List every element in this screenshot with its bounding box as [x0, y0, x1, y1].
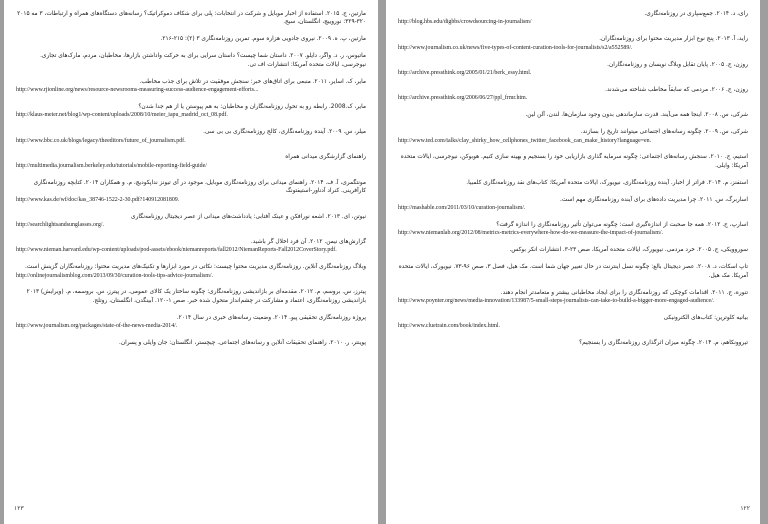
- reference-entry: [398, 314, 748, 331]
- reference-url: http://archive.pressthink.org/2005/01/21/berk_essy.html.: [398, 70, 532, 77]
- reference-entry: [16, 179, 366, 204]
- reference-entry: [16, 35, 366, 43]
- reference-text: گزارش‌های نیمن. ۲۰۱۲. آن فرد اخلال گر باشید.: [250, 238, 366, 245]
- reference-text: میلر، س. ۲۰۰۹. آینده روزنامه‌نگاری، کالج روزنامه‌نگاری بی بی سی.: [203, 129, 366, 136]
- reference-entry: [16, 263, 366, 280]
- reference-text: شرکی، س. ۲۰۰۸. اینجا همه می‌آیند. قدرت سازماندهی بدون وجود سازمان‌ها. لندن، آلن لین.: [525, 112, 748, 119]
- reference-text: استفنز، م. ۲۰۱۴. فراتر از اخبار. آینده روزنامه‌نگاری. نیویورک، ایالات متحده آمریکا: کتاب‌های نقد روزنامه‌نگاری کلمبیا.: [466, 179, 748, 186]
- reference-entry: [398, 196, 748, 213]
- reference-url: http://www.niemanlab.org/2012/08/metrics-metrics-everywhere-how-do-we-measure-the-impact-of-journalism/.: [398, 230, 663, 237]
- reference-text: پیترز، س. بروسم، م. ۲۰۱۲. مقدمه‌ای بر بازاندیشی روزنامه‌نگاری: چگونه ساختار یک کالای عمومی. در پیترز، س. بروسمه، م. (ویرایش) ۲۰۱۳ بازاندیشی روزنامه‌نگاری، اعتماد و مشارکت در چشم‌انداز متحول شده خبر. صص ۱-۱۲۰. آبینگدن، انگلستان، روتلج.: [26, 289, 366, 304]
- reference-entry: [398, 179, 748, 187]
- reference-text: راید، آ. ۲۰۱۳. پنج نوع ابزار مدیریت محتوا برای روزنامه‌نگاران.: [599, 36, 748, 43]
- reference-entry: [398, 153, 748, 170]
- reference-text: تنوره، ج. ۲۰۱۱. اقدامات کوچکی که روزنامه‌نگاری را برای ایجاد مخاطبانی بیشتر و متعامدتر انجام دهند.: [500, 289, 748, 296]
- reference-entry: [398, 10, 748, 27]
- reference-entry: [16, 288, 366, 305]
- reference-text: مارتین، پ. ه. ۲۰۰۹. نیروی جادویی هزاره سوم. تمرین روزنامه‌نگاری ۳ (۲): ۲۱۵-۲۱۶.: [160, 36, 366, 43]
- reference-url: http://searchlightsandsunglasses.org/.: [16, 221, 104, 228]
- reference-text: ماتیوس، ر. د. واگر، دایلو. ۲۰۰۷. داستان شما چیست؟ داستان سرایی برای به حرکت واداشتن بازارها، مخاطبان، مردم، مارک‌های تجاری. نیوجرسی، ایالات متحده آمریکا: انتشارات اف تی.: [40, 53, 366, 68]
- left-page-references: [16, 10, 366, 356]
- reference-entry: [16, 339, 366, 347]
- reference-url: http://www.journalism.org/packages/state-of-the-news-media-2014/.: [16, 323, 178, 330]
- reference-text: تیروونکاهم، م. ۲۰۱۴. چگونه میزان اثرگذاری روزنامه‌نگاری را بسنجیم؟: [579, 340, 748, 347]
- reference-entry: [16, 213, 366, 230]
- reference-url: http://blog.hbs.edu/digbbs/crowdsourcing-in-journalism/: [398, 19, 532, 26]
- reference-text: نیوتن، ای. ۲۰۱۳. اشعه نورافکن و عینک آفتابی: یادداشت‌های میدانی از عصر دیجیتال روزنامه‌نگاری: [131, 213, 366, 220]
- reference-text: شرکی، س. ۲۰۰۹. چگونه رسانه‌های اجتماعی میتوانند تاریخ را بسازند.: [580, 129, 748, 136]
- reference-url: http://onlinejournalismblog.com/2013/09/30/curation-tools-tips-advice-journalism/.: [16, 272, 213, 279]
- reference-entry: [398, 246, 748, 254]
- reference-url: http://www.bbc.co.uk/blogs/legacy/theeditors/future_of_journalism.pdf.: [16, 137, 186, 144]
- right-page-references: [398, 10, 748, 356]
- reference-text: پوینتر، ر. ۲۰۱۰. راهنمای تحقیقات آنلاین و رسانه‌های اجتماعی. چیچستر، انگلستان: جان وایلی و پسران.: [119, 340, 366, 347]
- page-number: ۱۲۲: [740, 505, 750, 512]
- reference-entry: [398, 289, 748, 306]
- reference-entry: [16, 153, 366, 170]
- reference-entry: [16, 314, 366, 331]
- reference-entry: [398, 35, 748, 52]
- reference-entry: [398, 61, 748, 78]
- reference-entry: [16, 238, 366, 255]
- reference-text: بیانیه کلوترین: کتاب‌های الکترونیکی: [663, 314, 748, 321]
- reference-text: سوروویکی، ج. ۲۰۰۵. خرد مردمی. نیویورک، ایالات متحده آمریکا، صص ۲۳-۳. انتشارات انکر بوکس.: [509, 247, 748, 254]
- reference-entry: [398, 221, 748, 238]
- left-page: [4, 0, 378, 524]
- reference-text: مونتگمری، آ. ف. ۲۰۱۴. راهنمای میدانی برای روزنامه‌نگاری موبایل، موجود در آی تیونز نداپکودیچ، م. و همکاران ۲۰۱۴. کتابچه روزنامه‌نگاری کارآفرینی. کنراد آدناور-استیفتونگ: [33, 179, 366, 195]
- reference-url: http://www.kas.de/wf/doc/kas_38746-1522-2-30.pdf?140912081809.: [16, 196, 180, 203]
- reference-url: http://www.poynter.org/news/media-innovation/133987/5-small-steps-journalists-can-take-to-build-a-bigger-more-engaged-audience/.: [398, 297, 715, 304]
- reference-url: http://mashable.com/2011/03/10/curation-journalism/.: [398, 205, 526, 212]
- reference-url: http://www.cluetrain.com/book/index.html.: [398, 323, 501, 330]
- reference-url: http://www.rjionline.org/news/resource-newsrooms-measuring-success-audience-engagement-efforts...: [16, 86, 259, 93]
- reference-entry: [398, 86, 748, 103]
- reference-entry: [398, 128, 748, 145]
- reference-text: روزن، ج. ۲۰۰۵. پایان تقابل وبلاگ نویسان و روزنامه‌نگاران.: [607, 61, 748, 68]
- reference-entry: [16, 52, 366, 69]
- reference-url: http://multimedia.journalism.berkeley.edu/tutorials/mobile-reporting-field-guide/: [16, 162, 207, 169]
- reference-text: وبلاگ روزنامه‌نگاری آنلاین. روزنامه‌نگاری مدیریت محتوا چیست: نکاتی در مورد ابزارها و تکنیک‌های مدیریت محتوا: روزنامه‌نگاران گزینش است.: [25, 264, 366, 271]
- reference-text: مارتین، ج. ۲۰۱۵. استفاده از اخبار موبایل و شرکت در انتخابات: پلی برای شکاف دموکراتیک؟ رسانه‌های دستگاه‌های همراه و ارتباطات، ۳ مه ۲۰۱۵ ۳۲۰-۳۲۹: نوروییچ، انگلستان، سیج.: [17, 11, 366, 26]
- reference-text: تاپ اسکات، د. ۲۰۰۸. عصر دیجیتال بالغ: چگونه نسل اینترنت در حال تغییر جهان شما است. مک هیل، فصل ۳، صص ۹۶-۷۳. نیویورک، ایالات متحده آمریکا. مک هیل.: [398, 264, 748, 279]
- reference-text: راهنمای گزارشگری میدانی همراه: [285, 154, 366, 161]
- page-number: ۱۲۳: [14, 505, 24, 512]
- reference-url: http://www.nieman.harvard.edu/wp-content/uploads/pod-assets/ebook/niemanreports/fall2012/NiemanReports-Fall2012CoverStory.pdf.: [16, 247, 337, 254]
- reference-entry: [16, 10, 366, 27]
- reference-url: http://archive.pressthink.org/2006/06/27/ppl_frmr.htm.: [398, 95, 528, 102]
- reference-text: استیم، ج. ۲۰۱۰. سنجش رسانه‌های اجتماعی: چگونه سرمایه گذاری بازاریابی خود را بسنجیم و بهینه سازی کنیم. هوبوکن، نیوجرسی، ایالات متحده آمریکا: وایلی.: [400, 154, 748, 169]
- reference-url: http://www.ted.com/talks/clay_shirky_how_cellphones_twitter_facebook_can_make_history?language=en.: [398, 137, 652, 144]
- reference-entry: [16, 128, 366, 145]
- reference-text: اسارپ، ج. ۲۰۱۲. همه جا صحبت از اندازه‌گیری است: چگونه می‌توان تأثیر روزنامه‌نگاری را اندازه گرفت؟: [496, 222, 748, 228]
- reference-text: مایر، ک.2008. رابطه رو به تحول روزنامه‌نگاران و مخاطبان: به هم پیوستن یا از هم جدا شدن؟: [138, 103, 366, 110]
- reference-text: مایر، ک. اسایر، ۲۰۱۱. منبعی برای اتاق‌های خبر: سنجش موفقیت در تلاش برای جذب مخاطب.: [139, 78, 366, 85]
- reference-entry: [398, 263, 748, 280]
- reference-entry: [398, 111, 748, 119]
- reference-entry: [16, 78, 366, 95]
- reference-entry: [16, 103, 366, 120]
- reference-text: پروژه روزنامه‌نگاری تحقیقی پیو. ۲۰۱۴. وضعیت رسانه‌های خبری در سال ۲۰۱۴.: [176, 314, 366, 321]
- reference-url: http://klaus-meier.net/blog1/wp-content/uploads/2008/10/meier_iapu_madrid_oct_08.pdf.: [16, 112, 228, 119]
- reference-entry: [398, 339, 748, 347]
- right-page: [386, 0, 760, 524]
- reference-url: http://www.journalism.co.uk/news/five-types-of-content-curation-tools-for-journalists/s2/a552589/.: [398, 44, 633, 51]
- reference-text: اساربرگ، س. ۲۰۱۱. چرا مدیریت داده‌های برای آینده روزنامه‌نگاری مهم است.: [560, 196, 748, 203]
- reference-text: رای، د. ۲۰۱۴. جمع‌سپاری در روزنامه‌نگاری.: [644, 11, 748, 17]
- reference-text: روزن، ج. ۲۰۰۶. مردمی که سابقاً مخاطب شناخته می‌شدند.: [605, 86, 748, 93]
